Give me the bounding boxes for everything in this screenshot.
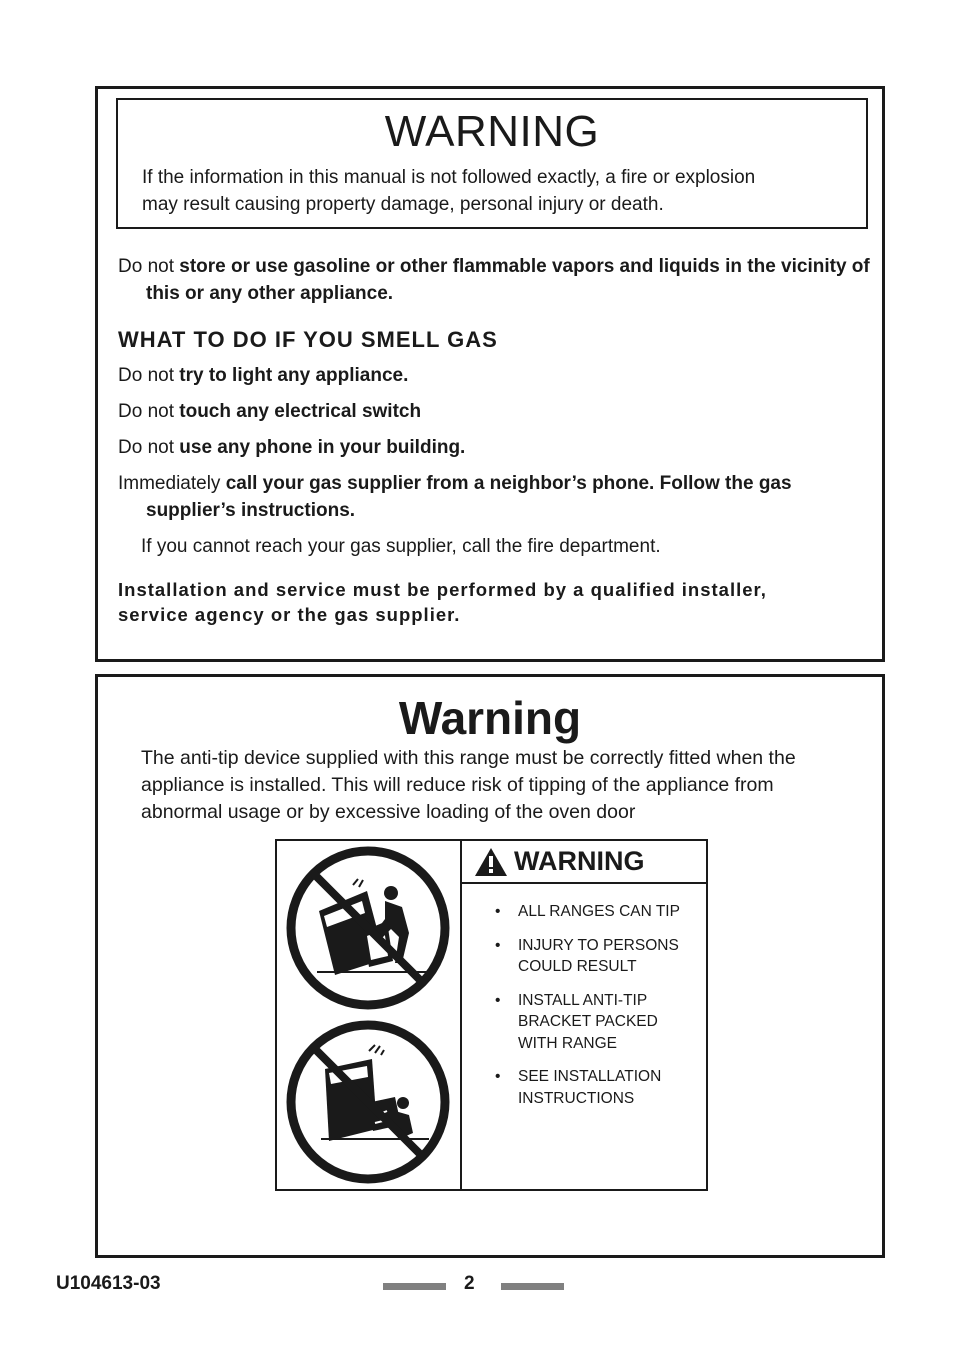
list-item: • ALL RANGES CAN TIP (481, 901, 701, 923)
installation-note: Installation and service must be performed by a qualified installer, service agency or the gas supplier. (118, 579, 767, 625)
warning-triangle-icon (474, 847, 508, 877)
child-on-door-icon (277, 1015, 460, 1189)
label-header (462, 841, 706, 884)
anti-tip-label (275, 839, 708, 1191)
warning-title: Warning (398, 692, 582, 744)
footer-bar-left (383, 1283, 446, 1290)
gas-warning-panel (95, 86, 885, 662)
document-code: U104613-03 (56, 1273, 161, 1294)
fire-explosion-warning-box (116, 98, 868, 229)
warning-text: If the information in this manual is not followed exactly, a fire or explosion may result causing property damage, personal injury or death. (142, 167, 756, 215)
anti-tip-warning-panel (95, 674, 885, 1258)
instruction-item: Do not try to light any appliance. (118, 365, 409, 386)
page-number: 2 (464, 1273, 475, 1294)
fire-department-text: If you cannot reach your gas supplier, call the fire department. (141, 536, 661, 557)
list-item: • SEE INSTALLATION INSTRUCTIONS (481, 1066, 701, 1109)
list-item: • INJURY TO PERSONS COULD RESULT (481, 935, 701, 978)
instruction-item: Do not touch any electrical switch (118, 401, 422, 422)
instruction-item: Immediately call your gas supplier from a neighbor’s phone. Follow the gas supplier’s instructions. (118, 473, 792, 521)
footer-bar-right (501, 1283, 564, 1290)
label-warning-heading: WARNING (514, 846, 645, 876)
anti-tip-text: The anti-tip device supplied with this range must be correctly fitted when the appliance is installed. This will reduce risk of tipping of the appliance from abnormal usage or by excessive loading of the oven door (141, 747, 796, 823)
label-warning-list (481, 901, 701, 1121)
instruction-item: Do not use any phone in your building. (118, 437, 466, 458)
list-item: • INSTALL ANTI-TIP BRACKET PACKED WITH RANGE (481, 990, 701, 1055)
range-tipping-icon (277, 841, 460, 1015)
storage-warning: Do not store or use gasoline or other flammable vapors and liquids in the vicinity of this or any other appliance. (118, 256, 870, 304)
smell-gas-heading: WHAT TO DO IF YOU SMELL GAS (118, 327, 498, 352)
tip-hazard-pictograms (277, 841, 462, 1189)
warning-title: WARNING (384, 107, 600, 156)
